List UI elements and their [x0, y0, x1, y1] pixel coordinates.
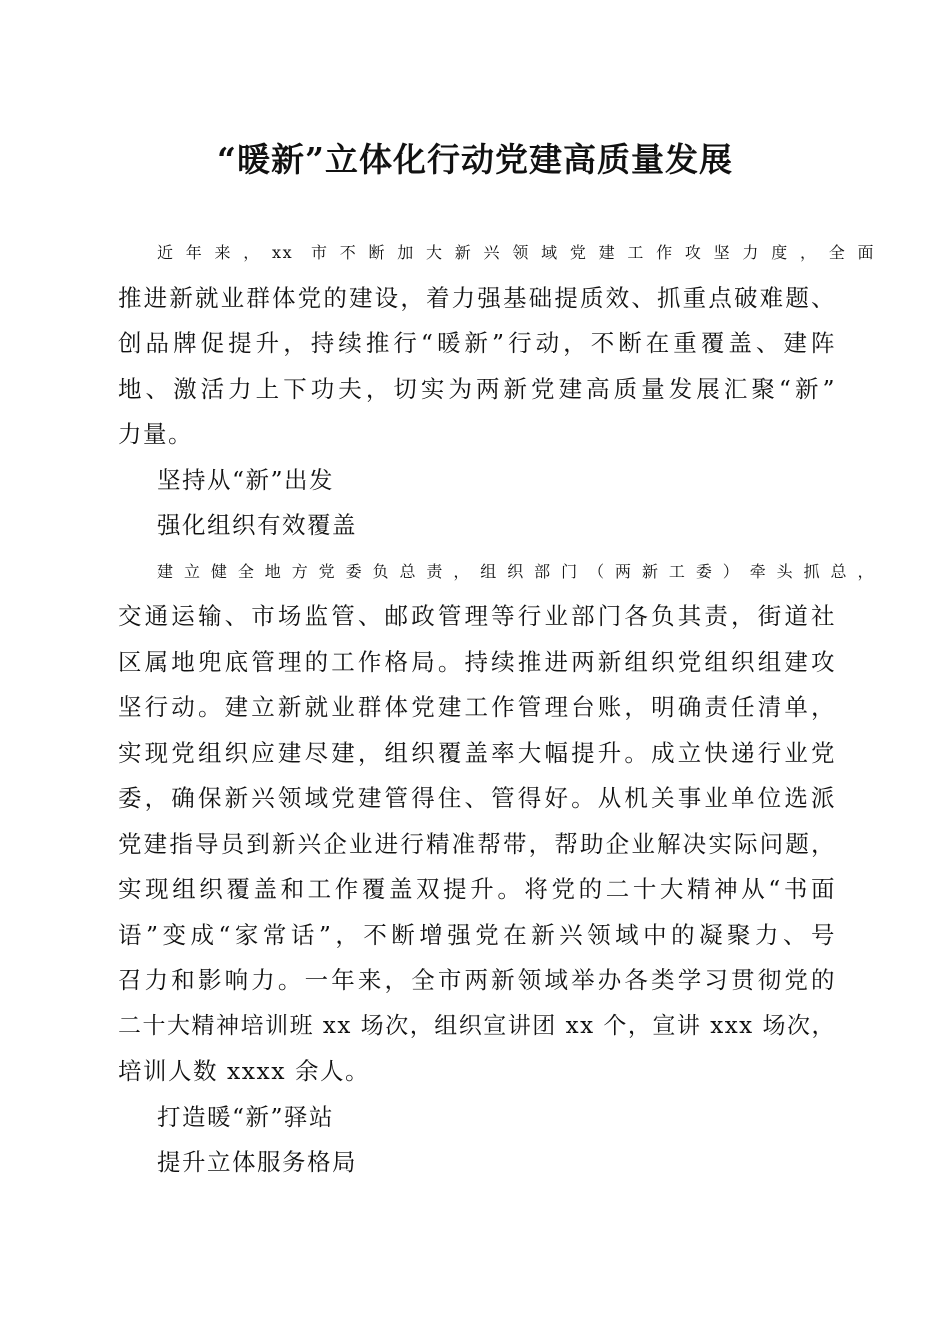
text-line: 创品牌促提升，持续推行“暖新”行动，不断在重覆盖、建阵	[118, 329, 836, 357]
text-line: 语”变成“家常话”，不断增强党在新兴领域中的凝聚力、号	[118, 920, 836, 949]
text-line: 区属地兜底管理的工作格局。持续推进两新组织党组织组建攻	[118, 647, 836, 676]
section-heading: 坚持从“新”出发	[157, 465, 335, 494]
document-body	[118, 230, 875, 1186]
text-line: 二十大精神培训班 xx 场次，组织宣讲团 xx 个，宣讲 xxx 场次，	[118, 1012, 836, 1039]
document-title: “暖新”立体化行动党建高质量发展	[217, 140, 733, 179]
text-line: 近年来，xx 市不断加大新兴领域党建工作攻坚力度，全面	[157, 243, 875, 262]
text-line: 实现组织覆盖和工作覆盖双提升。将党的二十大精神从“书面	[118, 875, 836, 903]
text-line: 坚行动。建立新就业群体党建工作管理台账，明确责任清单，	[118, 693, 836, 721]
text-line: 力量。	[118, 420, 193, 448]
text-line: 实现党组织应建尽建，组织覆盖率大幅提升。成立快递行业党	[118, 738, 836, 767]
text-line: 建立健全地方党委负总责，组织部门（两新工委）牵头抓总，	[157, 561, 875, 581]
text-line: 召力和影响力。一年来，全市两新领域举办各类学习贯彻党的	[118, 966, 836, 994]
text-line: 地、激活力上下功夫，切实为两新党建高质量发展汇聚“新”	[118, 374, 836, 403]
text-line: 党建指导员到新兴企业进行精准帮带，帮助企业解决实际问题，	[118, 829, 836, 858]
paragraph-organization	[118, 549, 875, 1095]
section-heading: 打造暖“新”驿站	[157, 1102, 335, 1131]
text-line: 推进新就业群体党的建设，着力强基础提质效、抓重点破难题、	[118, 283, 836, 312]
text-line: 委，确保新兴领域党建管得住、管得好。从机关事业单位选派	[118, 784, 836, 812]
text-line: 交通运输、市场监管、邮政管理等行业部门各负其责，街道社	[118, 602, 836, 630]
section-subheading: 强化组织有效覆盖	[157, 511, 357, 539]
text-line: 培训人数 xxxx 余人。	[118, 1057, 370, 1085]
paragraph-intro	[118, 230, 875, 458]
section-subheading: 提升立体服务格局	[157, 1148, 357, 1176]
